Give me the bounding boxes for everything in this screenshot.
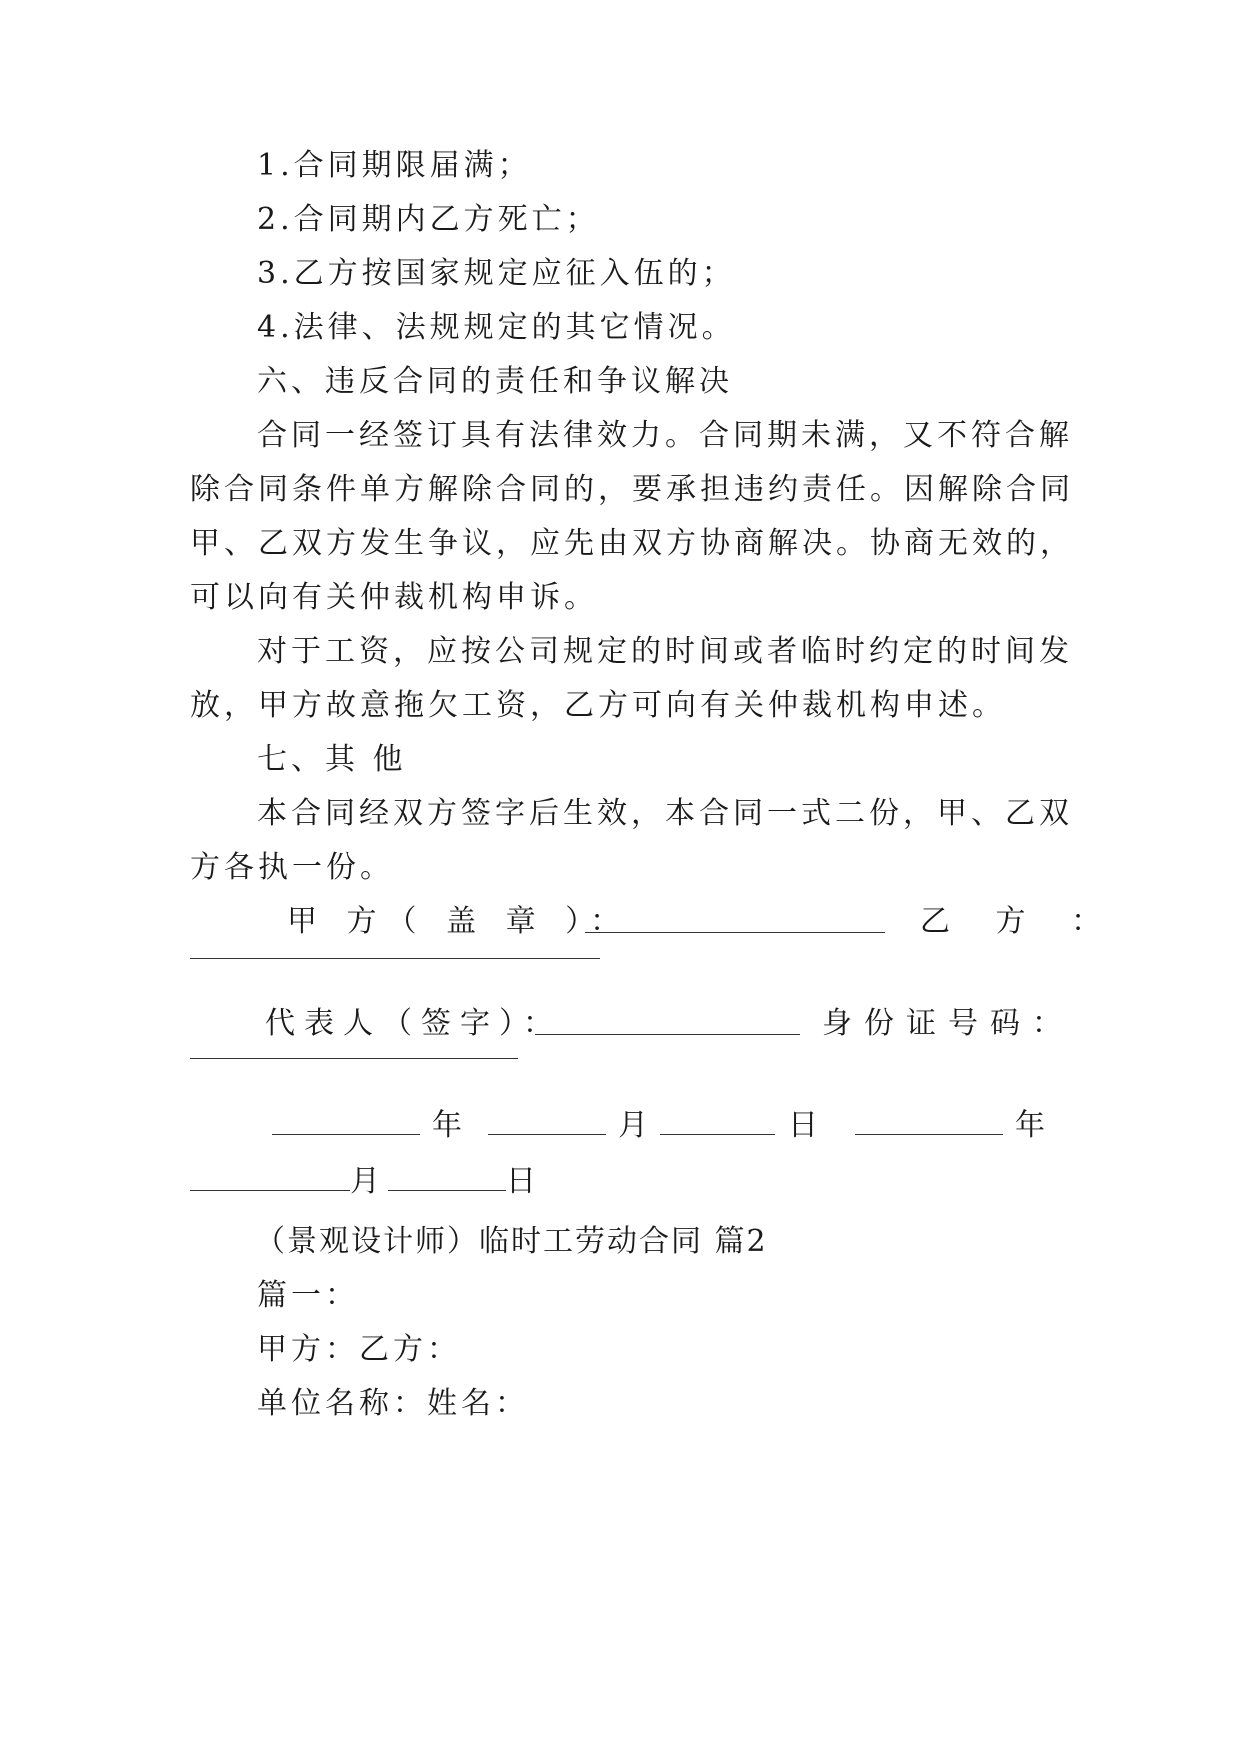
next-line: 单位名称：姓名： <box>257 1386 529 1421</box>
party-a-year-blank[interactable] <box>272 1134 420 1135</box>
section7-para-line: 本合同经双方签字后生效，本合同一式二份，甲、乙双 <box>257 796 1073 831</box>
section6-para1-line: 甲、乙双方发生争议，应先由双方协商解决。协商无效的， <box>190 526 1074 561</box>
representative-label: 代表人（签字）： <box>265 1006 562 1041</box>
party-b-day-blank[interactable] <box>388 1190 506 1191</box>
month-label: 月 <box>350 1164 384 1199</box>
party-b-label: 乙 方 ： <box>920 904 1120 939</box>
party-b-year-blank[interactable] <box>855 1134 1003 1135</box>
party-a-label: 甲 方（ 盖 章 ）： <box>287 904 631 939</box>
section6-heading: 六、违反合同的责任和争议解决 <box>257 364 733 399</box>
day-label: 日 <box>788 1108 822 1143</box>
termination-item-4: 4.法律、法规规定的其它情况。 <box>257 310 736 345</box>
section6-para1-line: 可以向有关仲裁机构申诉。 <box>190 580 598 615</box>
termination-item-1: 1.合同期限届满； <box>257 148 532 183</box>
termination-item-3: 3.乙方按国家规定应征入伍的； <box>257 256 736 291</box>
year-label: 年 <box>1015 1108 1049 1143</box>
year-label: 年 <box>432 1108 466 1143</box>
day-label: 日 <box>506 1164 540 1199</box>
section6-para2-line: 对于工资，应按公司规定的时间或者临时约定的时间发 <box>257 634 1073 669</box>
representative-signature-blank[interactable] <box>535 1034 800 1035</box>
id-number-blank[interactable] <box>190 1058 518 1059</box>
party-a-month-blank[interactable] <box>488 1134 606 1135</box>
party-b-signature-blank[interactable] <box>190 958 600 959</box>
section6-para2-line: 放，甲方故意拖欠工资，乙方可向有关仲裁机构申述。 <box>190 688 1006 723</box>
party-b-month-blank[interactable] <box>190 1190 350 1191</box>
next-line: 甲方：乙方： <box>257 1332 461 1367</box>
section7-heading: 七、其 他 <box>257 742 407 777</box>
party-a-seal-blank[interactable] <box>585 932 885 933</box>
section6-para1-line: 合同一经签订具有法律效力。合同期未满，又不符合解 <box>257 418 1073 453</box>
section6-para1-line: 除合同条件单方解除合同的，要承担违约责任。因解除合同 <box>190 472 1074 507</box>
party-a-day-blank[interactable] <box>660 1134 775 1135</box>
next-contract-title: （景观设计师）临时工劳动合同 篇2 <box>255 1224 768 1259</box>
next-line: 篇一： <box>257 1278 359 1313</box>
id-number-label: 身份证号码： <box>822 1006 1074 1041</box>
section7-para-line: 方各执一份。 <box>190 850 394 885</box>
termination-item-2: 2.合同期内乙方死亡； <box>257 202 600 237</box>
month-label: 月 <box>618 1108 652 1143</box>
